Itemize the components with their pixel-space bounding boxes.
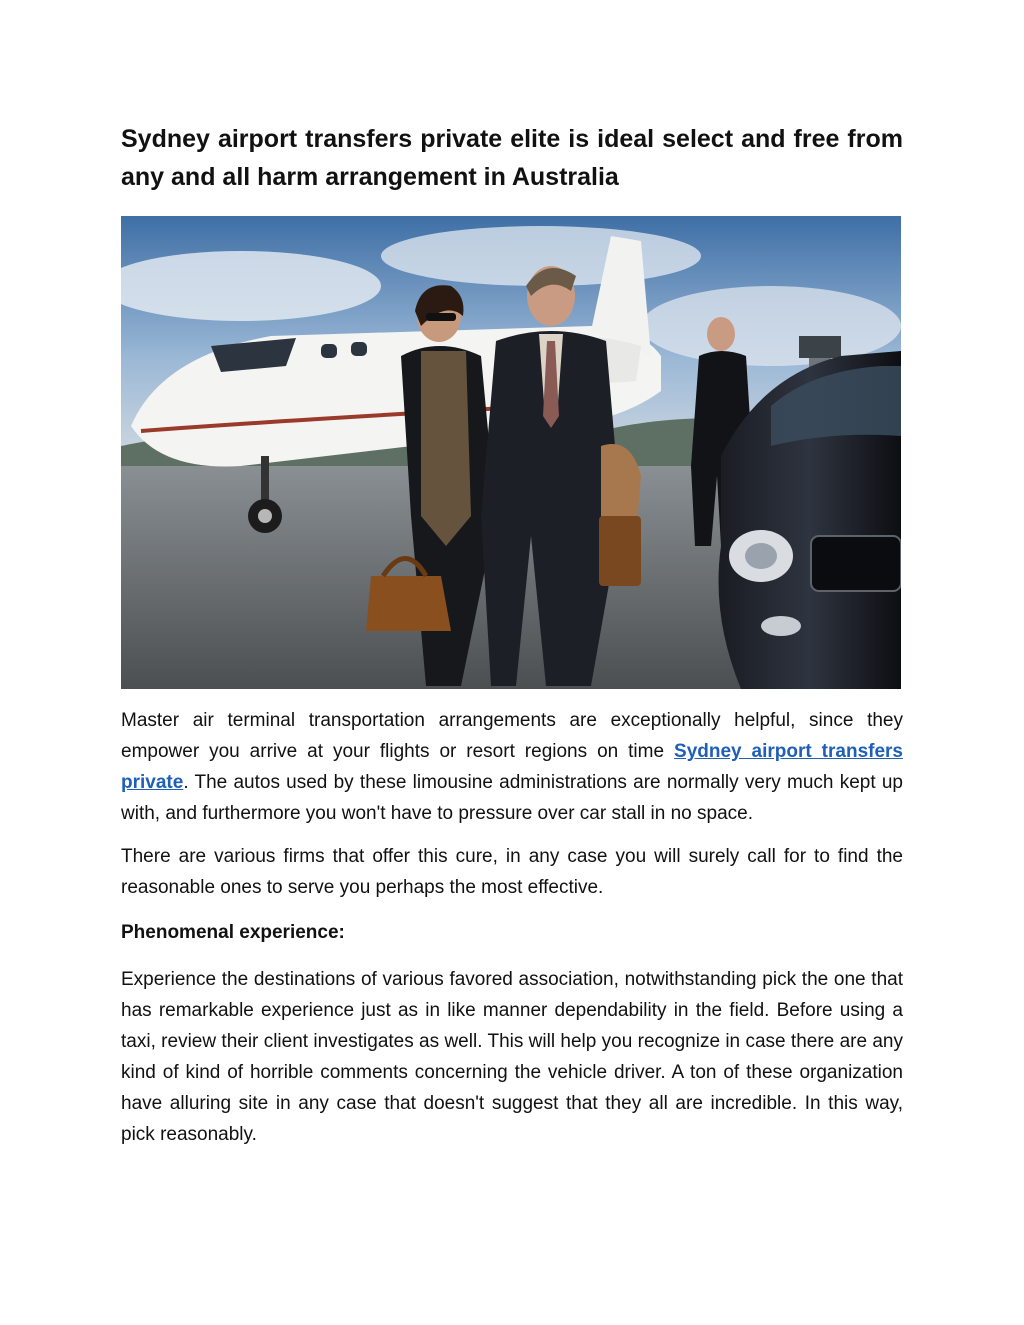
cloud <box>641 286 901 366</box>
woman-scarf <box>421 351 471 546</box>
hero-photo <box>121 216 901 689</box>
document-page <box>121 120 903 1150</box>
woman-sunglasses <box>426 313 456 321</box>
car-headlight-lens <box>745 543 777 569</box>
jet-wheel-hub <box>258 509 272 523</box>
car-grille <box>811 536 901 591</box>
paragraph-firms: There are various firms that offer this cure, in any case you will surely call for to find the reasonable ones to serve you perhaps the most effective. <box>121 846 903 898</box>
subheading-phenomenal-experience: Phenomenal experience: <box>121 922 345 943</box>
sydney-airport-transfers-link[interactable]: Sydney airport transfers private <box>121 741 903 793</box>
jet-window <box>351 342 367 356</box>
intro-text-before-link: Master air terminal transportation arrangements are exceptionally helpful, since they empower you arrive at your flights or resort regions on time <box>121 710 903 762</box>
paragraph-experience: Experience the destinations of various favored association, notwithstanding pick the one that has remarkable experience just as in like manner dependability in the field. Before using a taxi, review their client investigates as well. This will help you recognize in case there are any kind of kind of horrible comments concerning the vehicle driver. A ton of these organization have alluring site in any case that doesn't suggest that they all are incredible. In this way, pick reasonably. <box>121 969 903 1145</box>
intro-text-after-link: . The autos used by these limousine administrations are normally very much kept up with, and furthermore you won't have to pressure over car stall in no space. <box>121 772 903 824</box>
landing-gear <box>261 456 269 501</box>
tower-cab <box>799 336 841 358</box>
document-title: Sydney airport transfers private elite is ideal select and free from any and all harm arrangement in Australia <box>121 125 903 191</box>
car-foglight <box>761 616 801 636</box>
paragraph-intro <box>121 705 903 829</box>
handbag <box>366 576 451 631</box>
jet-window <box>321 344 337 358</box>
briefcase <box>599 516 641 586</box>
chauffeur-head <box>707 317 735 351</box>
